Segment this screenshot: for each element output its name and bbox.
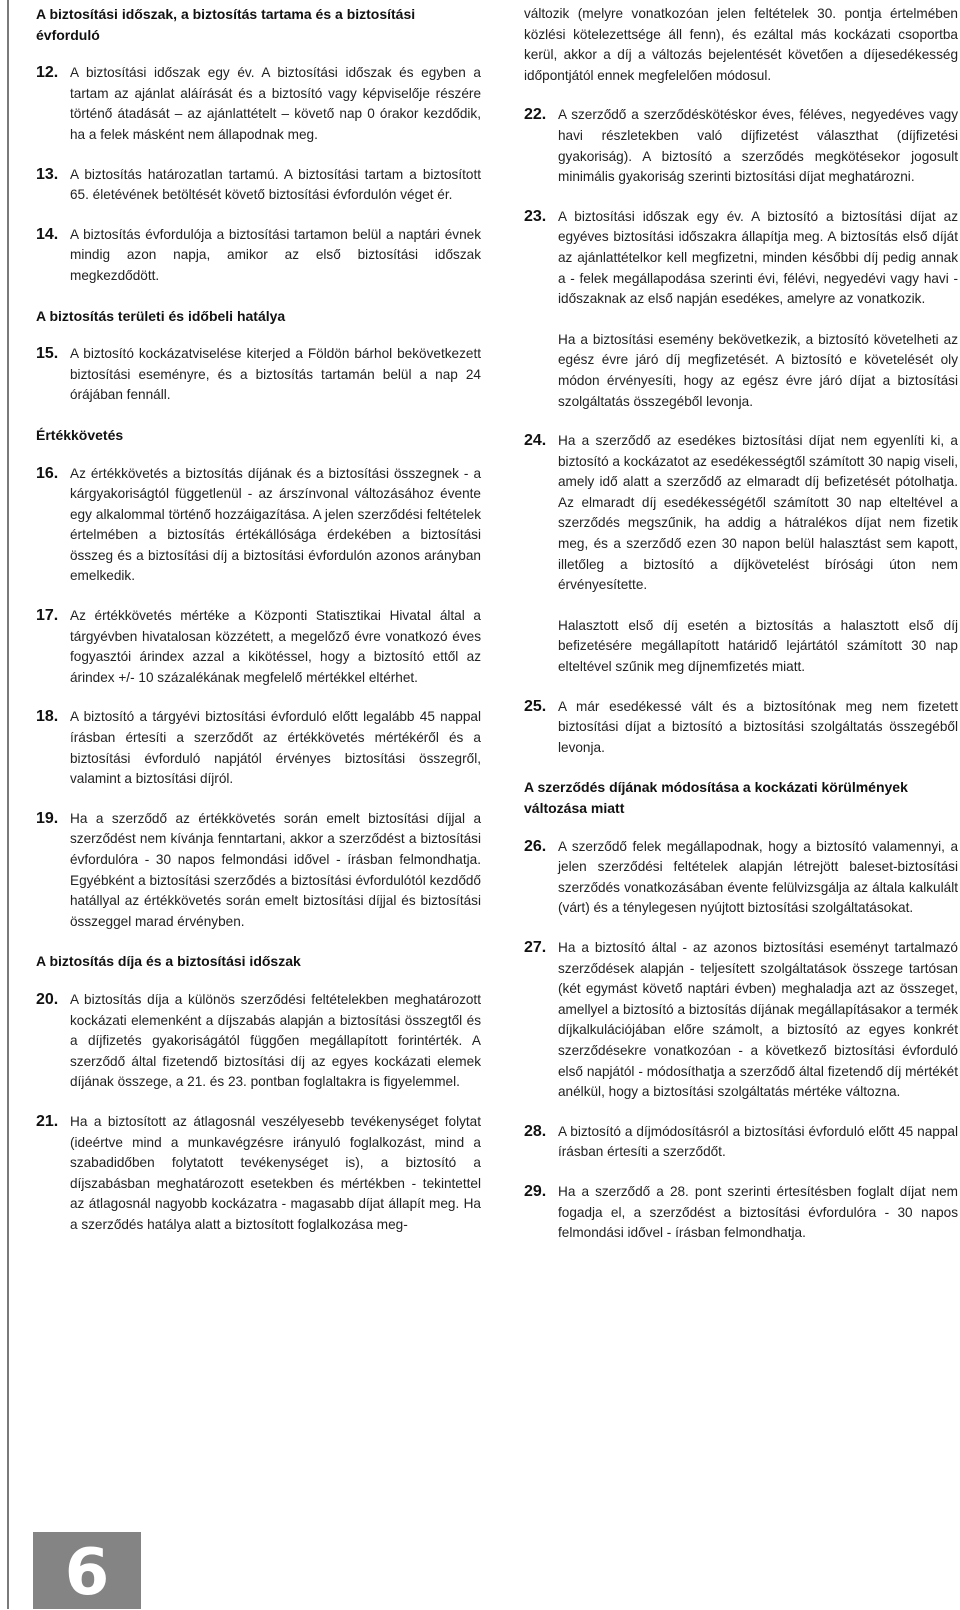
clause-number: 28. — [524, 1122, 547, 1140]
clause-text-continued: Ha a biztosítási esemény bekövetkezik, a biztosító követelheti az egész évre járó díj megfizetését. A biztosító e követelését oly módon érvényesíti, hogy az egész évre járó díjat a biztosítási szolgáltatás összegéből levonja. — [558, 331, 958, 409]
section-heading-premium: A biztosítás díja és a biztosítási időszak — [36, 953, 301, 970]
clause-number: 20. — [36, 990, 59, 1008]
right-column — [524, 4, 958, 1263]
clause-15 — [36, 344, 481, 406]
clause-12 — [36, 63, 481, 145]
clause-18 — [36, 707, 481, 789]
clause-text: A már esedékessé vált és a biztosítónak meg nem fizetett biztosítási díjat a biztosító a biztosítási szolgáltatás összegéből levonja. — [558, 698, 958, 755]
clause-number: 14. — [36, 225, 59, 243]
clause-text: Ha a biztosító által - az azonos biztosítási eseményt tartalmazó szerződések alapján - teljesített szolgáltatások összege tartósan (két egymást követő naptári évben) meghaladja azt az összeget, amellyel a biztosító a biztosítás díjának megállapításakor a termék díjkalkulációjában előre számolt, a biztosító az egyes konkrét szerződésekre vonatkozóan - a következő biztosítási évforduló első napjától - módosíthatja a szerződő által fizetendő díj mértékét anélkül, hogy a biztosítási szolgáltatás mértéke változna. — [558, 939, 958, 1100]
clause-number: 27. — [524, 938, 547, 956]
clause-number: 16. — [36, 464, 59, 482]
clause-16 — [36, 464, 481, 588]
clause-text: Ha a szerződő a 28. pont szerinti értesítésben foglalt díjat nem fogadja el, a szerződést a biztosítási évfordulóra - 30 napos felmondási idővel - írásban felmondhatja. — [558, 1183, 958, 1241]
clause-20 — [36, 990, 481, 1093]
clause-text: A biztosítás díja a különös szerződési feltételekben meghatározott kockázati elemenként a díjszabás alapján a biztosítási összegtől és a díjfizetés gyakoriságától függően megállapított forintérték. A szerződő által fizetendő biztosítási díj az egyes kockázati elemek díjának összege, a 21. és 23. pontban foglaltakra is figyelemmel. — [70, 991, 481, 1090]
clause-number: 17. — [36, 607, 59, 625]
clause-text: A biztosító a tárgyévi biztosítási évforduló előtt legalább 45 nappal írásban értesíti a szerződőt az értékkövetés mértékéről és a biztosítási évforduló napjától érvényes biztosítási összegről, valamint a biztosítási díjról. — [70, 709, 481, 787]
clause-number: 29. — [524, 1182, 547, 1200]
clause-text: A biztosítás évfordulója a biztosítási tartamon belül a naptári évnek mindig azon napja, amikor az első biztosítási időszak megkezdődött. — [70, 226, 481, 283]
clause-text: A biztosítási időszak egy év. A biztosítási időszak és egyben a tartam az ajánlat aláírását és a biztosító vagy képviselője részére történő átadását – az ajánlattételt – követő nap 0 órakor kezdődik, ha a felek másként nem állapodnak meg. — [70, 65, 481, 142]
clause-number: 15. — [36, 345, 59, 363]
clause-number: 21. — [36, 1112, 59, 1130]
clause-28 — [524, 1122, 958, 1163]
section-heading-premium-change: A szerződés díjának módosítása a kockázati körülmények változása miatt — [524, 779, 908, 816]
section-heading-indexation: Értékkövetés — [36, 426, 124, 443]
clause-text: A szerződő a szerződéskötéskor éves, féléves, negyedéves vagy havi részletekben való díjfizetést választhat (díjfizetési gyakoriság). A biztosító a szerződés megkötésekor jogosult minimális gyakoriság szerinti biztosítási díjat meghatározni. — [558, 107, 958, 185]
clause-number: 18. — [36, 708, 59, 726]
clause-number: 26. — [524, 837, 547, 855]
clause-21-continuation: változik (melyre vonatkozóan jelen feltételek 30. pontja értelmében közlési kötelezettsége áll fenn), és ezáltal más kockázati csoportba kerül, akkor a díj a változás bejelentését követően a díjesedékesség időpontjától ennek megfelelően módosul. — [524, 6, 958, 83]
clause-27 — [524, 938, 958, 1103]
clause-text: Az értékkövetés a biztosítás díjának és a biztosítási összegnek - a kárgyakoriságtól függetlenül - az árszínvonal változásához évente egy alkalommal történő hozzáigazítása. A jelen szerződési feltételek értelmében a biztosítás értékállósága érdekében a biztosítási összeg és a biztosítási díj a biztosítási évfordulón azonos arányban emelkedik. — [70, 465, 481, 584]
clause-23 — [524, 207, 958, 412]
clause-text-continued: Halasztott első díj esetén a biztosítás a halasztott első díj befizetésére megállapított határidő lejártától számított 30 nap elteltével szűnik meg díjnemfizetés miatt. — [558, 617, 958, 675]
clause-21 — [36, 1112, 481, 1236]
clause-number: 24. — [524, 432, 547, 450]
clause-13 — [36, 165, 481, 206]
clause-26 — [524, 837, 958, 919]
clause-text: Az értékkövetés mértéke a Központi Statisztikai Hivatal által a tárgyévben hivatalosan közzétett, a megelőző évre vonatkozó éves fogyasztói árindex azzal a kikötéssel, hogy a biztosító ettől az árindex +/- 10 százalékának megfelelő mértékkel eltérhet. — [70, 608, 481, 685]
clause-text: Ha a biztosított az átlagosnál veszélyesebb tevékenységet folytat (ideértve mind a munkavégzésre irányuló foglalkozást, mind a szabadidőben folytatott tevékenységet is), a biztosító a díjszabásban meghatározott esetekben és mértékben - tekintettel az átlagosnál nagyobb kockázatra - magasabb díjat állapít meg. Ha a szerződés hatálya alatt a biztosított foglalkozása meg- — [70, 1113, 481, 1232]
clause-text: Ha a szerződő az esedékes biztosítási díjat nem egyenlíti ki, a biztosító a kockázatot az esedékességtől számított 30 napig viseli, amely idő alatt a szerződő az elmaradt díj befizetését pótolhatja. Az elmaradt díj esedékességétől számított 30 nap elteltével a szerződés megszűnik, ha addig a hátralékos díjat nem fizetik meg, és a szerződő ezen 30 napon belül halasztást sem kapott, illetőleg a biztosító a díjkövetelést bírósági úton nem érvényesítette. — [558, 433, 958, 593]
clause-25 — [524, 697, 958, 759]
clause-17 — [36, 606, 481, 688]
clause-14 — [36, 225, 481, 287]
left-column — [36, 4, 481, 1255]
clause-22 — [524, 105, 958, 187]
clause-19 — [36, 809, 481, 933]
page-margin-rule — [7, 0, 9, 1609]
clause-number: 25. — [524, 697, 547, 715]
page-number: 6 — [64, 1536, 110, 1610]
clause-text: A biztosítás határozatlan tartamú. A biztosítási tartam a biztosított 65. életévének betöltését követő biztosítási évfordulón véget ér. — [70, 166, 481, 203]
clause-text: Ha a szerződő az értékkövetés során emelt biztosítási díjjal a szerződést nem kívánja fenntartani, akkor a szerződést a biztosítási évfordulóra - 30 napos felmondási idővel - írásban felmondhatja. Egyébként a biztosítási szerződés a biztosítási évfordulótól kezdődő hatállyal az értékkövetés során emelt biztosítási díjjal és biztosítási összeggel marad érvényben. — [70, 810, 481, 929]
clause-text: A szerződő felek megállapodnak, hogy a biztosító valamennyi, a jelen szerződési feltételek alapján létrejött baleset-biztosítási szerződés vonatkozásában évente felülvizsgálja az általa kalkulált (várt) és a ténylegesen nyújtott biztosítási szolgáltatásokat. — [558, 838, 958, 916]
page-number-box — [33, 1532, 141, 1609]
section-heading-insurance-period: A biztosítási időszak, a biztosítás tartama és a biztosítási évforduló — [36, 6, 416, 43]
clause-text: A biztosító kockázatviselése kiterjed a Földön bárhol bekövetkezett biztosítási eseményre, és a biztosítás tartamán belül a nap 24 órájában fennáll. — [70, 346, 481, 403]
clause-number: 22. — [524, 106, 547, 124]
clause-number: 23. — [524, 207, 547, 225]
clause-text: A biztosítási időszak egy év. A biztosító a biztosítási díjat az egyéves biztosítási időszakra állapítja meg. A biztosítás első díját az ajánlattételkor kell megfizetni, minden későbbi díj pedig annak a - felek megállapodása szerinti évi, félévi, negyedévi vagy havi - időszaknak az első napján esedékes, amelyre az vonatkozik. — [558, 208, 958, 307]
clause-text: A biztosító a díjmódosításról a biztosítási évforduló előtt 45 nappal írásban értesíti a szerződőt. — [558, 1123, 958, 1160]
clause-number: 19. — [36, 809, 59, 827]
clause-number: 13. — [36, 165, 59, 183]
clause-number: 12. — [36, 64, 59, 82]
clause-29 — [524, 1182, 958, 1244]
clause-24 — [524, 431, 958, 678]
section-heading-territorial-scope: A biztosítás területi és időbeli hatálya — [36, 307, 286, 324]
